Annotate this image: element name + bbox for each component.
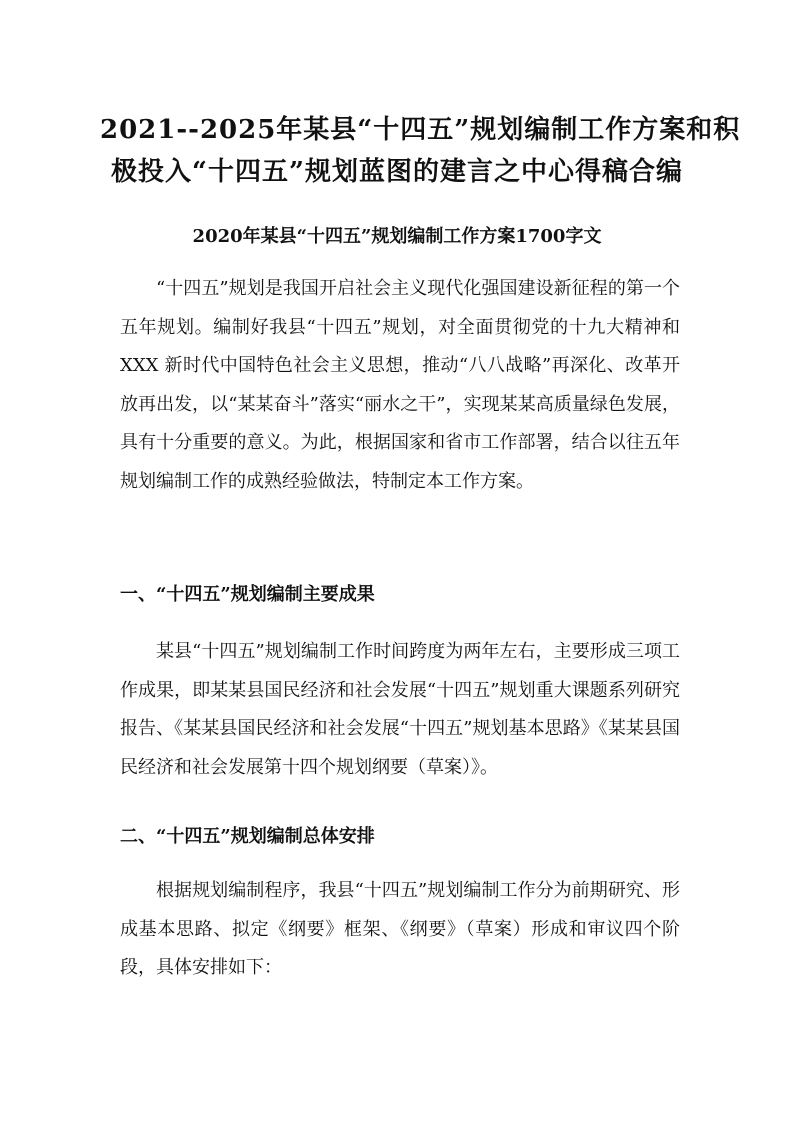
section-2-paragraph: 根据规划编制程序，我县“十四五”规划编制工作分为前期研究、形成基本思路、拟定《纲要》框架、《纲要》（草案）形成和审议四个阶段，具体安排如下： (120, 880, 680, 978)
document-subtitle: 2020年某县“十四五”规划编制工作方案1700字文 (192, 226, 602, 247)
document-title-line-1: 2021--2025年某县“十四五”规划编制工作方案和积 (100, 115, 741, 145)
intro-paragraph: “十四五”规划是我国开启社会主义现代化强国建设新征程的第一个五年规划。编制好我县“十四五”规划，对全面贯彻党的十九大精神和 XXX 新时代中国特色社会主义思想，推动“八八战略”再深化、改革开放再出发，以“某某奋斗”落实“丽水之干”，实现某某高质量绿色发展，具有十分重要的意义。为此，根据国家和省市工作部署，结合以往五年规划编制工作的成熟经验做法，特制定本工作方案。 (120, 278, 680, 492)
section-2-heading: 二、“十四五”规划编制总体安排 (120, 826, 375, 847)
section-1-heading: 一、“十四五”规划编制主要成果 (120, 584, 375, 605)
section-1-paragraph: 某县“十四五”规划编制工作时间跨度为两年左右，主要形成三项工作成果，即某某县国民经济和社会发展“十四五”规划重大课题系列研究报告、《某某县国民经济和社会发展“十四五”规划基本思路》《某某县国民经济和社会发展第十四个规划纲要（草案）》。 (120, 641, 680, 778)
document-title-line-2: 极投入“十四五”规划蓝图的建言之中心得稿合编 (111, 157, 683, 187)
